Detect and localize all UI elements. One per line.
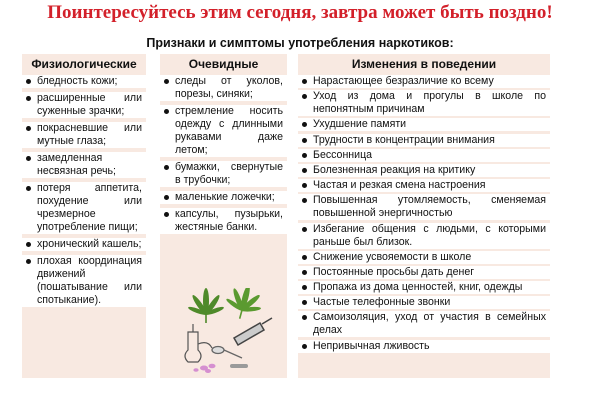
list-item-text: бумажки, свернутые в трубочки; [175,161,283,186]
column-physiological [22,54,146,378]
list-item [22,182,146,234]
list-item-text: Постоянные просьбы дать денег [313,265,475,278]
list-item [22,152,146,178]
bullet-icon [302,183,307,188]
list-item [160,75,287,101]
list-item [298,311,550,337]
list-item [22,122,146,148]
headline: Поинтересуйтесь этим сегодня, завтра может быть поздно! [47,2,553,23]
leaf-icon [187,288,224,323]
list-item-text: Частые телефонные звонки [313,296,451,309]
symptom-list [22,75,146,307]
bullet-icon [26,126,31,131]
bottle-icon [185,324,212,362]
list-item [298,251,550,264]
list-item [298,223,550,249]
symptom-list [160,75,287,234]
list-item-text: капсулы, пузырьки, жестяные банки. [175,208,283,233]
column-title: Физиологические [31,57,137,71]
bullet-icon [302,198,307,203]
list-item-text: Трудности в концентрации внимания [313,133,495,146]
list-item [160,161,287,187]
bullet-icon [26,259,31,264]
bullet-icon [302,79,307,84]
drugs-illustration-icon [178,288,276,374]
column-behavior [298,54,550,378]
list-item-text: Повышенная утомляемость, сменяемая повышенной энергичностью [313,194,546,220]
list-item-text: Избегание общения с людьми, с которыми раньше был близок. [313,222,546,248]
list-item-text: плохая координация движений (пошатывание или спотыкание). [37,255,142,306]
list-item [298,179,550,192]
list-item [22,75,146,88]
list-item [298,296,550,309]
column-title: Изменения в поведении [351,57,497,71]
list-item [298,266,550,279]
list-item-text: покрасневшие или мутные глаза; [37,122,142,147]
list-item [160,105,287,157]
list-item [22,238,146,251]
list-item-text: Пропажа из дома ценностей, книг, одежды [313,281,523,294]
list-item [298,134,550,147]
list-item [22,255,146,307]
list-item [298,90,550,116]
bullet-icon [302,227,307,232]
list-item-text: Болезненная реакция на критику [313,163,476,176]
syringe-icon [234,318,272,345]
list-item [160,191,287,204]
bullet-icon [302,153,307,158]
list-item-text: Частая и резкая смена настроения [313,179,486,192]
list-item [298,118,550,131]
list-item [298,340,550,353]
bullet-icon [26,186,31,191]
list-item-text: замедленная несвязная речь; [37,152,116,177]
list-item-text: Непривычная лживость [313,339,430,352]
list-item [298,281,550,294]
list-item [22,92,146,118]
list-item-text: Ухудшение памяти [313,118,407,131]
symptom-list [298,75,550,353]
pills-icon [193,364,215,373]
bullet-icon [302,168,307,173]
list-item-text: хронический кашель; [37,238,142,250]
list-item-text: бледность кожи; [37,75,118,87]
bullet-icon [302,255,307,260]
bullet-icon [302,270,307,275]
bullet-icon [164,165,169,170]
list-item [298,149,550,162]
list-item [298,75,550,88]
bullet-icon [302,285,307,290]
list-item-text: стремление носить одежду с длинными рукавами даже летом; [175,105,283,156]
bullet-icon [26,79,31,84]
bullet-icon [302,138,307,143]
bullet-icon [26,156,31,161]
column-title: Очевидные [188,57,259,71]
list-item-text: Нарастающее безразличие ко всему [313,75,494,87]
bullet-icon [302,122,307,127]
list-item [160,208,287,234]
subtitle: Признаки и симптомы употребления наркотиков: [146,36,454,50]
bullet-icon [164,212,169,217]
bullet-icon [302,300,307,305]
bullet-icon [302,344,307,349]
list-item-text: Снижение усвояемости в школе [313,250,472,263]
bullet-icon [302,315,307,320]
list-item-text: Самоизоляция, уход от участия в семейных делах [313,311,546,337]
bullet-icon [302,94,307,99]
bullet-icon [26,242,31,247]
bullet-icon [26,96,31,101]
list-item-text: Уход из дома и прогулы в школе по непонятным причинам [313,90,546,116]
bullet-icon [164,109,169,114]
list-item [298,194,550,220]
bullet-icon [164,79,169,84]
list-item-text: потеря аппетита, похудение или чрезмерное употребление пищи; [37,182,142,233]
capsule-icon [230,364,248,368]
leaf-icon [222,288,267,324]
list-item-text: следы от уколов, порезы, синяки; [175,75,283,100]
list-item-text: Бессонница [313,148,373,161]
list-item-text: расширенные или суженные зрачки; [37,92,142,117]
list-item [298,164,550,177]
bullet-icon [164,195,169,200]
spoon-icon [212,347,242,359]
list-item-text: маленькие ложечки; [175,191,275,203]
